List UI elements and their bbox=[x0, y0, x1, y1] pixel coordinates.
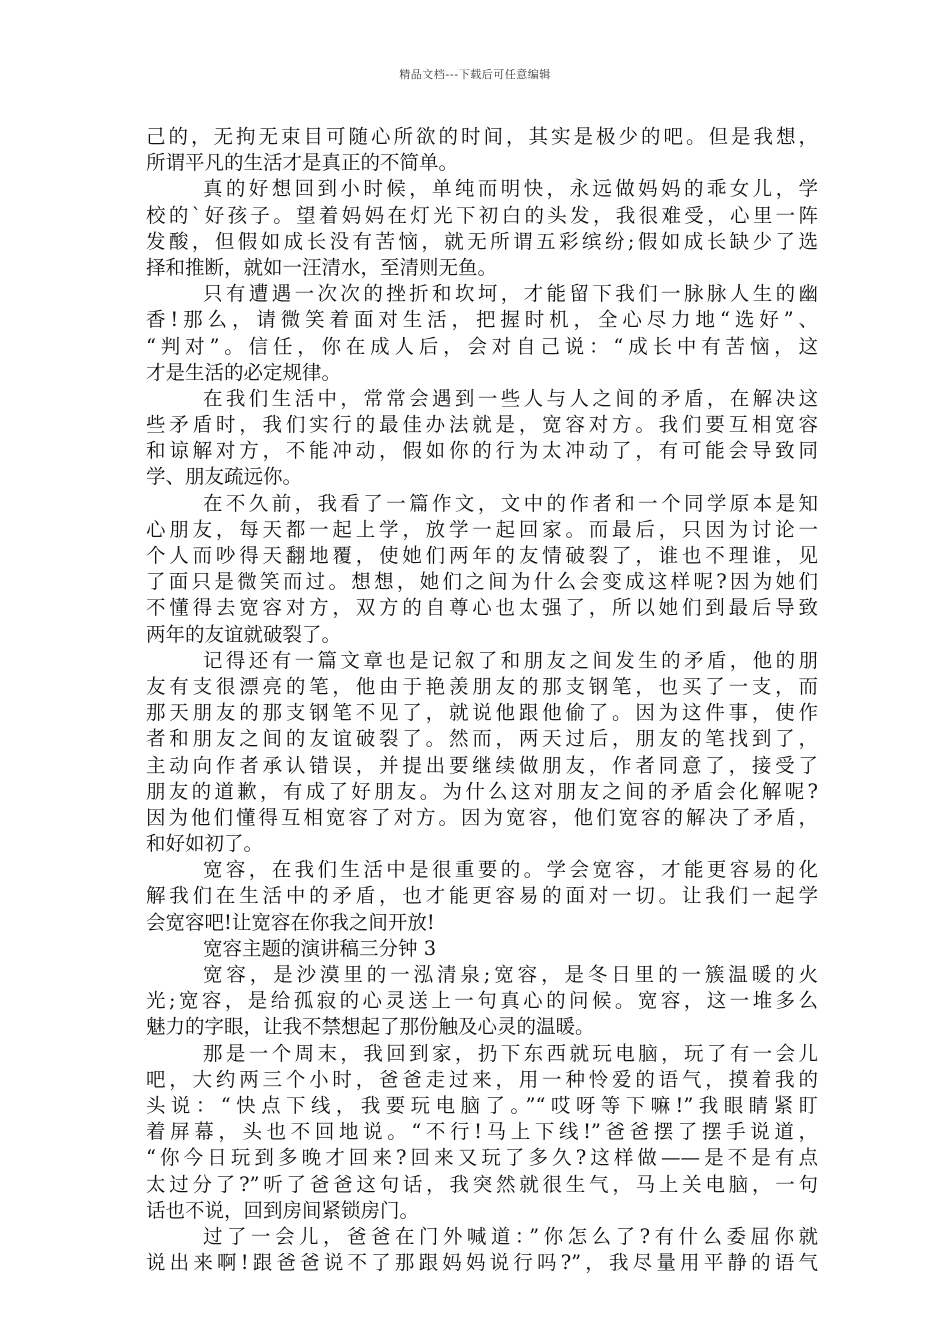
text-line: 不懂得去宽容对方，双方的自尊心也太强了，所以她们到最后导致 bbox=[146, 596, 818, 620]
text-line: “你今日玩到多晚才回来?回来又玩了多久?这样做——是不是有点 bbox=[146, 1146, 818, 1170]
text-line: 那天朋友的那支钢笔不见了，就说他跟他偷了。因为这件事，使作 bbox=[146, 701, 818, 725]
text-line: 光;宽容，是给孤寂的心灵送上一句真心的问候。宽容，这一堆多么 bbox=[146, 989, 818, 1013]
text-line: 魅力的字眼，让我不禁想起了那份触及心灵的温暖。 bbox=[146, 1015, 595, 1039]
text-line: 和谅解对方，不能冲动，假如你的行为太冲动了，有可能会导致同 bbox=[146, 439, 818, 463]
text-line: 发酸，但假如成长没有苦恼，就无所谓五彩缤纷;假如成长缺少了选 bbox=[146, 229, 818, 253]
text-line: 宽容，在我们生活中是很重要的。学会宽容，才能更容易的化 bbox=[203, 858, 818, 882]
text-line: 头说：“快点下线，我要玩电脑了。”“哎呀等下嘛!”我眼睛紧盯 bbox=[146, 1093, 818, 1117]
text-line: 只有遭遇一次次的挫折和坎坷，才能留下我们一脉脉人生的幽 bbox=[203, 282, 818, 306]
section-heading: 宽容主题的演讲稿三分钟 3 bbox=[203, 936, 437, 960]
text-line: 己的，无拘无束目可随心所欲的时间，其实是极少的吧。但是我想， bbox=[146, 125, 818, 148]
text-line: 在我们生活中，常常会遇到一些人与人之间的矛盾，在解决这 bbox=[203, 386, 818, 410]
text-line: 择和推断，就如一汪清水，至清则无鱼。 bbox=[146, 255, 498, 279]
text-line: 那是一个周末，我回到家，扔下东西就玩电脑，玩了有一会儿 bbox=[203, 1041, 818, 1065]
text-line: 过了一会儿，爸爸在门外喊道：”你怎么了?有什么委屈你就 bbox=[203, 1224, 818, 1248]
text-line: 解我们在生活中的矛盾，也才能更容易的面对一切。让我们一起学 bbox=[146, 884, 818, 908]
text-line: 者和朋友之间的友谊破裂了。然而，两天过后，朋友的笔找到了， bbox=[146, 727, 818, 751]
text-line: 朋友的道歉，有成了好朋友。为什么这对朋友之间的矛盾会化解呢? bbox=[146, 779, 818, 803]
text-line: 个人而吵得天翻地覆，使她们两年的友情破裂了，谁也不理谁，见 bbox=[146, 544, 818, 567]
text-line: 记得还有一篇文章也是记叙了和朋友之间发生的矛盾，他的朋 bbox=[203, 648, 818, 672]
text-line: 在不久前，我看了一篇作文，文中的作者和一个同学原本是知 bbox=[203, 491, 818, 515]
text-line: 真的好想回到小时候，单纯而明快，永远做妈妈的乖女儿，学 bbox=[203, 177, 818, 201]
text-line: 友有支很漂亮的笔，他由于艳羡朋友的那支钢笔，也买了一支，而 bbox=[146, 674, 818, 698]
text-line: 着屏幕，头也不回地说。“不行!马上下线!”爸爸摆了摆手说道， bbox=[146, 1120, 818, 1144]
document-body bbox=[146, 124, 818, 1276]
text-line: 因为他们懂得互相宽容了对方。因为宽容，他们宽容的解决了矛盾， bbox=[146, 805, 818, 829]
text-line: 宽容，是沙漠里的一泓清泉;宽容，是冬日里的一簇温暖的火 bbox=[203, 963, 818, 986]
text-line: 吧，大约两三个小时，爸爸走过来，用一种怜爱的语气，摸着我的 bbox=[146, 1067, 818, 1091]
text-line: 些矛盾时，我们实行的最佳办法就是，宽容对方。我们要互相宽容 bbox=[146, 413, 818, 437]
text-line: 学、朋友疏远你。 bbox=[146, 465, 303, 489]
text-line: “判对”。信任，你在成人后，会对自己说：“成长中有苦恼，这 bbox=[146, 334, 818, 358]
text-line: 校的`好孩子。望着妈妈在灯光下初白的头发，我很难受，心里一阵 bbox=[146, 203, 818, 227]
text-line: 才是生活的必定规律。 bbox=[146, 360, 342, 384]
text-line: 说出来啊!跟爸爸说不了那跟妈妈说行吗?”，我尽量用平静的语气 bbox=[146, 1251, 818, 1275]
text-line: 两年的友谊就破裂了。 bbox=[146, 622, 342, 646]
text-line: 和好如初了。 bbox=[146, 832, 264, 856]
text-line: 太过分了?”听了爸爸这句话，我突然就很生气，马上关电脑，一句 bbox=[146, 1172, 818, 1196]
text-line: 话也不说，回到房间紧锁房门。 bbox=[146, 1198, 420, 1222]
text-line: 了面只是微笑而过。想想，她们之间为什么会变成这样呢?因为她们 bbox=[146, 570, 818, 594]
text-line: 会宽容吧!让宽容在你我之间开放! bbox=[146, 910, 435, 934]
text-line: 所谓平凡的生活才是真正的不简单。 bbox=[146, 151, 459, 175]
text-line: 主动向作者承认错误，并提出要继续做朋友，作者同意了，接受了 bbox=[146, 753, 818, 777]
text-line: 香!那么，请微笑着面对生活，把握时机，全心尽力地“选好”、 bbox=[146, 308, 818, 332]
text-line: 心朋友，每天都一起上学，放学一起回家。而最后，只因为讨论一 bbox=[146, 517, 818, 541]
page-header: 精品文档---下载后可任意编辑 bbox=[399, 68, 551, 81]
